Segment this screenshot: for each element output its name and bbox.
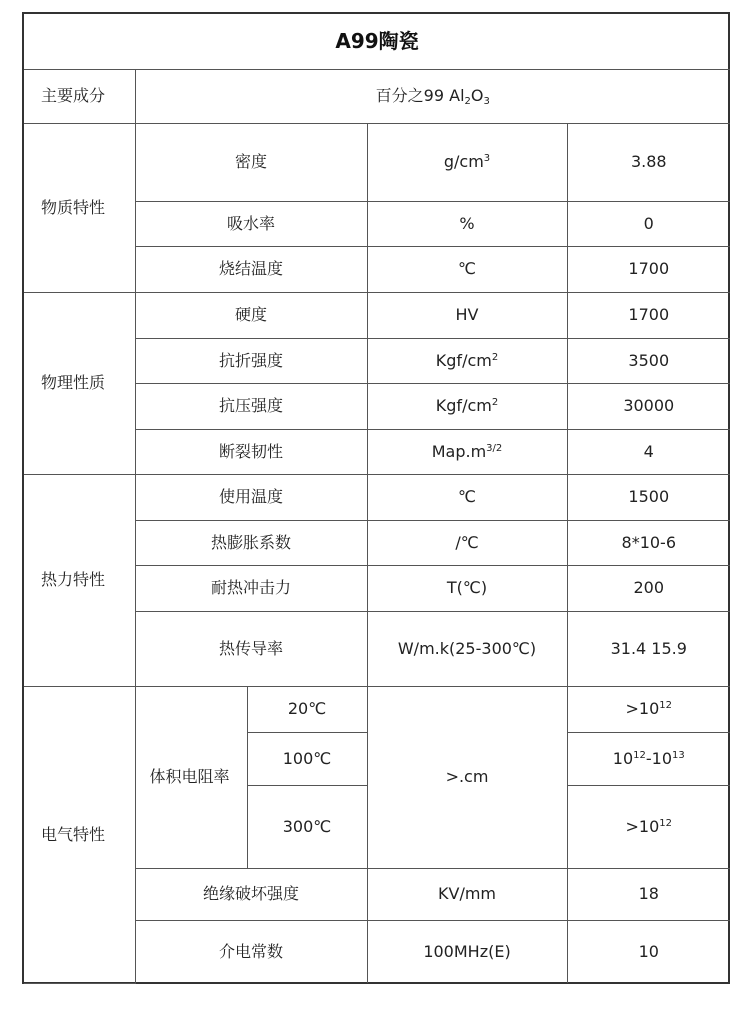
value-base: >10 bbox=[625, 816, 660, 836]
property-value: 1500 bbox=[567, 474, 730, 520]
unit-base: Kgf/cm bbox=[435, 350, 492, 370]
property-unit bbox=[367, 123, 567, 201]
property-unit bbox=[367, 338, 567, 383]
property-unit: ℃ bbox=[367, 474, 567, 520]
property-name: 抗折强度 bbox=[135, 338, 367, 383]
unit-base: Kgf/cm bbox=[435, 396, 492, 416]
property-value: 3500 bbox=[567, 338, 730, 383]
value-sup: 12 bbox=[633, 749, 646, 761]
property-unit: /℃ bbox=[367, 520, 567, 565]
temperature: 300℃ bbox=[247, 785, 367, 868]
property-name: 烧结温度 bbox=[135, 246, 367, 292]
table-row bbox=[24, 292, 730, 338]
section-label-thermal: 热力特性 bbox=[24, 474, 135, 686]
property-value: 4 bbox=[567, 429, 730, 474]
property-name: 吸水率 bbox=[135, 201, 367, 246]
property-unit bbox=[367, 429, 567, 474]
property-unit: KV/mm bbox=[367, 868, 567, 920]
resistivity-value bbox=[567, 686, 730, 732]
property-unit: T(℃) bbox=[367, 565, 567, 611]
value-sup: 13 bbox=[672, 749, 685, 761]
table-row bbox=[24, 686, 730, 732]
value-base: 10 bbox=[612, 748, 634, 768]
property-value: 10 bbox=[567, 920, 730, 983]
unit-sup: 2 bbox=[491, 397, 499, 409]
property-name: 绝缘破坏强度 bbox=[135, 868, 367, 920]
resistivity-value bbox=[567, 785, 730, 868]
property-unit bbox=[367, 383, 567, 429]
composition-row bbox=[24, 69, 730, 123]
spec-table bbox=[24, 14, 730, 984]
property-name: 耐热冲击力 bbox=[135, 565, 367, 611]
value-base: >10 bbox=[625, 699, 660, 719]
unit-sup: 3/2 bbox=[486, 442, 503, 454]
property-value: 1700 bbox=[567, 246, 730, 292]
temperature: 20℃ bbox=[247, 686, 367, 732]
resistivity-value bbox=[567, 732, 730, 785]
property-value: 18 bbox=[567, 868, 730, 920]
unit-sup: 3 bbox=[483, 153, 491, 165]
property-unit: W/m.k(25-300℃) bbox=[367, 611, 567, 686]
table-title: A99陶瓷 bbox=[24, 14, 730, 69]
property-value: 31.4 15.9 bbox=[567, 611, 730, 686]
composition-mid: O bbox=[470, 86, 484, 106]
property-name: 热膨胀系数 bbox=[135, 520, 367, 565]
unit-sup: 2 bbox=[491, 351, 499, 363]
property-unit: 100MHz(E) bbox=[367, 920, 567, 983]
property-name: 使用温度 bbox=[135, 474, 367, 520]
title-row bbox=[24, 14, 730, 69]
table-row bbox=[24, 474, 730, 520]
composition-label: 主要成分 bbox=[24, 69, 135, 123]
property-value: 30000 bbox=[567, 383, 730, 429]
resistivity-label: 体积电阻率 bbox=[135, 686, 247, 868]
property-value: 3.88 bbox=[567, 123, 730, 201]
property-name: 硬度 bbox=[135, 292, 367, 338]
section-label-electrical: 电气特性 bbox=[24, 686, 135, 983]
spec-sheet bbox=[22, 12, 730, 984]
value-base: -10 bbox=[645, 748, 673, 768]
unit-base: g/cm bbox=[443, 152, 484, 172]
property-value: 8*10-6 bbox=[567, 520, 730, 565]
composition-prefix: 百分之99 Al bbox=[375, 86, 465, 106]
value-sup: 12 bbox=[659, 700, 673, 712]
composition-sub2: 3 bbox=[483, 96, 490, 108]
composition-value bbox=[135, 69, 730, 123]
property-name: 热传导率 bbox=[135, 611, 367, 686]
property-value: 200 bbox=[567, 565, 730, 611]
property-unit: % bbox=[367, 201, 567, 246]
property-value: 1700 bbox=[567, 292, 730, 338]
property-name: 抗压强度 bbox=[135, 383, 367, 429]
section-label-physical: 物理性质 bbox=[24, 292, 135, 474]
table-row bbox=[24, 123, 730, 201]
value-sup: 12 bbox=[659, 817, 673, 829]
property-unit: ℃ bbox=[367, 246, 567, 292]
composition-sub1: 2 bbox=[464, 96, 471, 108]
temperature: 100℃ bbox=[247, 732, 367, 785]
section-label-material: 物质特性 bbox=[24, 123, 135, 292]
property-name: 断裂韧性 bbox=[135, 429, 367, 474]
property-name: 介电常数 bbox=[135, 920, 367, 983]
resistivity-unit: >.cm bbox=[367, 686, 567, 868]
unit-base: Map.m bbox=[431, 441, 487, 461]
property-name: 密度 bbox=[135, 123, 367, 201]
property-unit: HV bbox=[367, 292, 567, 338]
property-value: 0 bbox=[567, 201, 730, 246]
